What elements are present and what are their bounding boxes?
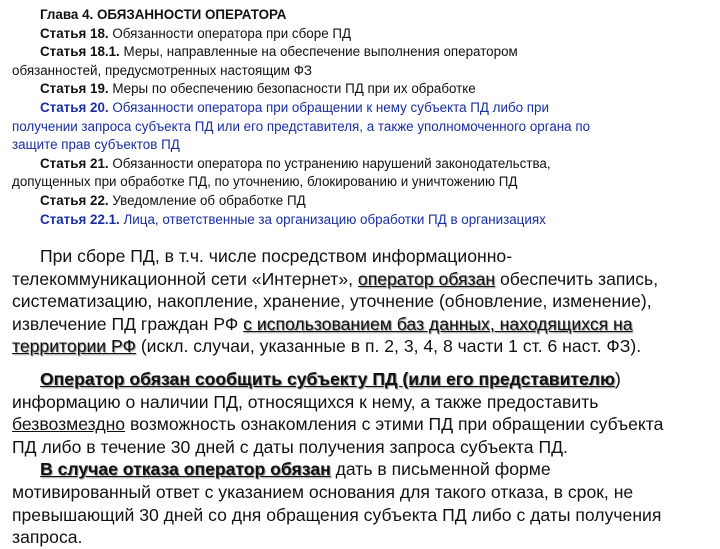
chapter-title: Глава 4. ОБЯЗАННОСТИ ОПЕРАТОРА [40,7,287,22]
toc-article-21: Статья 21. Обязанности оператора по устранению нарушений законодательства, [40,155,551,171]
emphasis-territory: территории РФ [12,336,136,357]
p2-line3: безвозмездно возможность ознакомления с этими ПД при обращении субъекта [12,414,664,435]
emphasis-refusal: В случае отказа оператор обязан [40,459,331,480]
p1-line3: систематизацию, накопление, хранение, уточнение (обновление, изменение), [12,291,652,312]
toc-article-19: Статья 19. Меры по обеспечению безопасности ПД при их обработке [40,81,476,97]
toc-article-20: Статья 20. Обязанности оператора при обращении к нему субъекта ПД либо при [40,99,549,115]
toc-article-20-cont2: защите прав субъектов ПД [12,137,180,153]
emphasis-operator-obliged: оператор обязан [357,268,496,289]
emphasis-must-inform: Оператор обязан сообщить субъекту ПД (или его представителю [40,368,615,389]
p2-line1: Оператор обязан сообщить субъекту ПД (или его представителю) [40,368,621,389]
table-of-contents [12,6,712,229]
toc-article-21-cont: допущенных при обработке ПД, по уточнению, блокированию и уничтожению ПД [12,174,518,190]
p3-line1: В случае отказа оператор обязан дать в письменной форме [40,459,551,480]
p2-line4: ПД либо в течение 30 дней с даты получения запроса субъекта ПД. [12,436,568,457]
toc-article-18-1-cont: обязанностей, предусмотренных настоящим ФЗ [12,62,312,78]
toc-article-20-cont: получении запроса субъекта ПД или его представителя, а также уполномоченного органа по [12,118,591,134]
main-text [12,245,712,549]
p3-line2: мотивированный ответ с указанием основания для такого отказа, в срок, не [12,481,634,502]
p3-line3: превышающий 30 дней со дня обращения субъекта ПД либо с даты получения [12,504,662,525]
p1-line4: извлечение ПД граждан РФ с использованием баз данных, находящихся на [12,313,633,334]
toc-article-18: Статья 18. Обязанности оператора при сборе ПД [40,25,352,41]
p1-line1: При сборе ПД, в т.ч. числе посредством информационно- [40,246,513,266]
toc-article-22: Статья 22. Уведомление об обработке ПД [40,192,306,208]
p1-line2: телекоммуникационной сети «Интернет», оператор обязан обеспечить запись, [12,268,659,289]
emphasis-free-of-charge: безвозмездно [12,414,126,435]
p3-line4: запроса. [12,527,83,548]
toc-article-22-1: Статья 22.1. Лица, ответственные за организацию обработки ПД в организациях [40,211,546,227]
p2-line2: информацию о наличии ПД, относящихся к нему, а также предоставить [12,391,599,412]
toc-article-18-1: Статья 18.1. Меры, направленные на обеспечение выполнения оператором [40,44,518,60]
p1-line5: территории РФ (искл. случаи, указанные в п. 2, 3, 4, 8 части 1 ст. 6 наст. ФЗ). [12,336,642,357]
emphasis-databases: с использованием баз данных, находящихся на [243,313,633,334]
